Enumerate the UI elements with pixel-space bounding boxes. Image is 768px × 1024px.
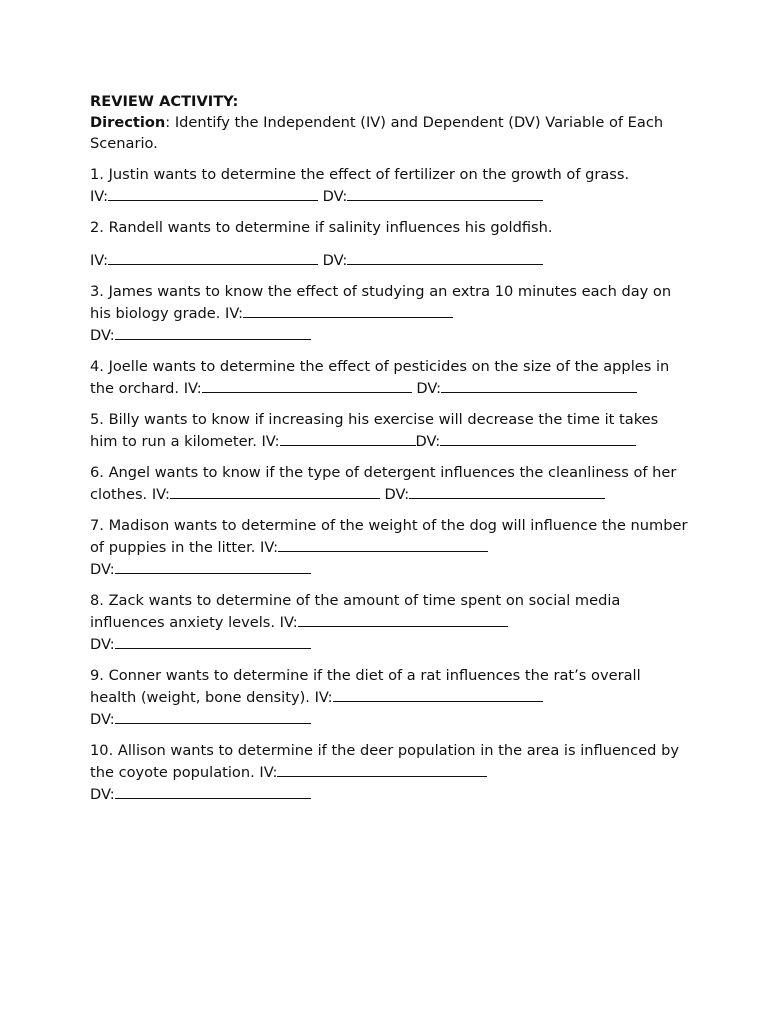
question-9 bbox=[90, 665, 690, 730]
worksheet bbox=[90, 91, 690, 815]
iv-answer-blank[interactable] bbox=[333, 686, 543, 702]
iv-label: IV: bbox=[90, 252, 109, 269]
iv-label: IV: bbox=[183, 380, 202, 397]
question-text: 4. Joelle wants to determine the effect of pesticides on the size of the apples in the orchard. bbox=[90, 358, 670, 397]
dv-label: DV: bbox=[416, 380, 442, 397]
iv-label: IV: bbox=[314, 689, 333, 706]
dv-label: DV: bbox=[322, 252, 348, 269]
question-text: 7. Madison wants to determine of the weight of the dog will influence the number of puppies in the litter. bbox=[90, 517, 688, 556]
question-text: 3. James wants to know the effect of studying an extra 10 minutes each day on his biology grade. bbox=[90, 283, 672, 322]
iv-answer-blank[interactable] bbox=[298, 611, 508, 627]
iv-answer-blank[interactable] bbox=[243, 302, 453, 318]
dv-answer-blank[interactable] bbox=[440, 430, 636, 446]
iv-answer-blank[interactable] bbox=[108, 185, 318, 201]
iv-answer-blank[interactable] bbox=[202, 377, 412, 393]
dv-label: DV: bbox=[90, 711, 115, 728]
question-10 bbox=[90, 740, 690, 805]
iv-answer-blank[interactable] bbox=[280, 430, 416, 446]
dv-label: DV: bbox=[90, 636, 115, 653]
question-1 bbox=[90, 164, 690, 207]
iv-answer-blank[interactable] bbox=[278, 536, 488, 552]
dv-answer-blank[interactable] bbox=[347, 185, 543, 201]
direction-label: Direction bbox=[90, 114, 166, 131]
dv-answer-blank[interactable] bbox=[115, 783, 311, 799]
dv-label: DV: bbox=[322, 188, 348, 205]
dv-answer-blank[interactable] bbox=[441, 377, 637, 393]
dv-label: DV: bbox=[415, 433, 441, 450]
dv-answer-blank[interactable] bbox=[115, 324, 311, 340]
dv-answer-blank[interactable] bbox=[115, 633, 311, 649]
question-7 bbox=[90, 515, 690, 580]
dv-answer-blank[interactable] bbox=[347, 249, 543, 265]
iv-answer-blank[interactable] bbox=[170, 483, 380, 499]
direction-text bbox=[90, 112, 690, 154]
iv-answer-blank[interactable] bbox=[108, 249, 318, 265]
iv-label: IV: bbox=[259, 764, 278, 781]
worksheet-title: REVIEW ACTIVITY: bbox=[90, 93, 239, 110]
iv-label: IV: bbox=[260, 539, 279, 556]
dv-label: DV: bbox=[90, 786, 115, 803]
question-2 bbox=[90, 217, 690, 271]
dv-answer-blank[interactable] bbox=[115, 558, 311, 574]
dv-label: DV: bbox=[90, 327, 115, 344]
iv-label: IV: bbox=[90, 188, 109, 205]
question-text: 10. Allison wants to determine if the deer population in the area is influenced by the coyote population. bbox=[90, 742, 679, 781]
dv-label: DV: bbox=[90, 561, 115, 578]
dv-answer-blank[interactable] bbox=[115, 708, 311, 724]
iv-label: IV: bbox=[225, 305, 244, 322]
question-text: 1. Justin wants to determine the effect of fertilizer on the growth of grass. bbox=[90, 166, 630, 183]
dv-label: DV: bbox=[384, 486, 410, 503]
question-text: 8. Zack wants to determine of the amount of time spent on social media influences anxiety levels. bbox=[90, 592, 621, 631]
iv-answer-blank[interactable] bbox=[277, 761, 487, 777]
iv-label: IV: bbox=[151, 486, 170, 503]
question-text: 6. Angel wants to know if the type of detergent influences the cleanliness of her clothes. bbox=[90, 464, 677, 503]
question-text: 2. Randell wants to determine if salinity influences his goldfish. bbox=[90, 219, 553, 236]
question-text: 5. Billy wants to know if increasing his exercise will decrease the time it takes him to run a kilometer. bbox=[90, 411, 659, 450]
question-6 bbox=[90, 462, 690, 505]
iv-label: IV: bbox=[261, 433, 280, 450]
question-5 bbox=[90, 409, 690, 452]
question-8 bbox=[90, 590, 690, 655]
question-3 bbox=[90, 281, 690, 346]
iv-label: IV: bbox=[279, 614, 298, 631]
dv-answer-blank[interactable] bbox=[409, 483, 605, 499]
question-text: 9. Conner wants to determine if the diet of a rat influences the rat’s overall health (weight, bone density). bbox=[90, 667, 641, 706]
question-4 bbox=[90, 356, 690, 399]
direction-body: : Identify the Independent (IV) and Dependent (DV) Variable of Each Scenario. bbox=[90, 114, 664, 152]
